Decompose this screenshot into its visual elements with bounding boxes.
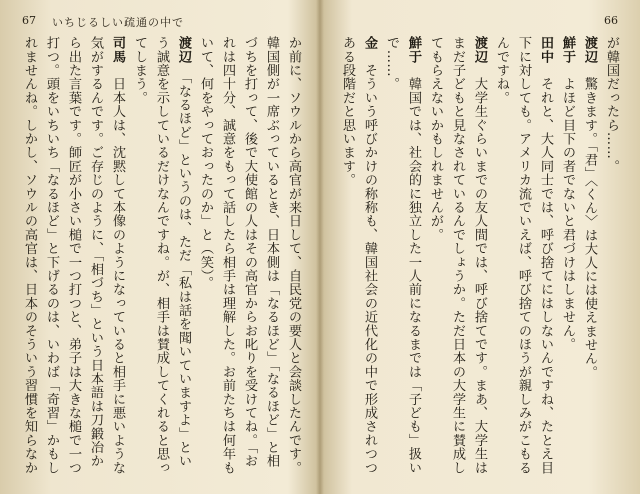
paragraph [128, 36, 194, 476]
paragraph [194, 36, 304, 476]
speaker-name: 金 [362, 36, 377, 50]
speaker-name: 田中 [538, 36, 553, 64]
speaker-name: 渡辺 [176, 36, 191, 64]
paragraph-text: 大学生ぐらいまでの友人間では、呼び捨てです。まあ、大学生はまだ子どもと見なされているんでしょうか。ただ日本の大学生に賛成してもらえないかもしれませんが。 [428, 36, 487, 475]
paragraph-text: よほど目下の者でないと君づけはしません。 [560, 77, 575, 352]
paragraph [490, 36, 556, 476]
paragraph [336, 36, 380, 476]
right-page [322, 0, 640, 494]
speaker-name: 渡辺 [472, 36, 487, 64]
paragraph-text: か前に、ソウルから高官が来日して、自民党の要人と会談したんです。韓国側が一席ぶっているとき、日本側は「なるほど」「なるほど」と相づちを打って、後で大使館の人はその高官からお叱りを受けてね。「おれは四十分、誠意をもって話したら相手は理解した。お前たちは何年もいて、何をやっておったのか」と（笑）。 [198, 36, 301, 475]
running-head: いちじるしい疏通の中で [52, 16, 184, 29]
paragraph-text: が韓国だったら……。 [604, 36, 619, 173]
paragraph-text: そういう呼びかけの称称も、韓国社会の近代化の中で形成されつつある段階だと思います。 [340, 36, 377, 475]
left-page-body [16, 36, 304, 476]
paragraph-text: それと、大人同士では、呼び捨てにはしないんですね、たとえ目下に対しても。アメリカ流でいえば、呼び捨てのほうが親しみがこもるんですね。 [494, 36, 553, 475]
paragraph-text: 韓国では、社会的に独立した一人前になるまでは「子ども」扱いで……。 [384, 36, 421, 475]
right-page-body [336, 36, 622, 476]
paragraph-text: 驚きます。「君」〈くん〉は大人には使えません。 [582, 77, 597, 380]
paragraph [424, 36, 490, 476]
speaker-name: 鮮于 [406, 36, 421, 64]
paragraph [600, 36, 622, 476]
paragraph [380, 36, 424, 476]
paragraph [16, 36, 128, 476]
speaker-name: 司馬 [110, 36, 125, 64]
left-page [0, 0, 318, 494]
paragraph-text: 「なるほど」というのは、ただ「私は話を聞いていますよ」という誠意を示しているだけなんですね。が、相手は賛成してくれると思ってしまう。 [132, 36, 191, 475]
paragraph-text: 日本人は、沈黙して本像のようになっていると相手に悪いような気がするんです。ご存じのように、「相づち」という日本語は刀鍛冶から出た言葉です。師匠が小さい槌で一つ打つと、弟子は大きな槌で一つ打つ。頭をいちいち「なるほど」と下げるのは、いわば「奇習」かもしれませんね。しかし、ソウルの高官は、日本のそういう習慣を知らなか [22, 36, 125, 475]
speaker-name: 鮮于 [560, 36, 575, 64]
paragraph [578, 36, 600, 476]
speaker-name: 渡辺 [582, 36, 597, 64]
page-number-right: 66 [604, 14, 618, 27]
page-number-left: 67 [22, 14, 36, 27]
paragraph [556, 36, 578, 476]
